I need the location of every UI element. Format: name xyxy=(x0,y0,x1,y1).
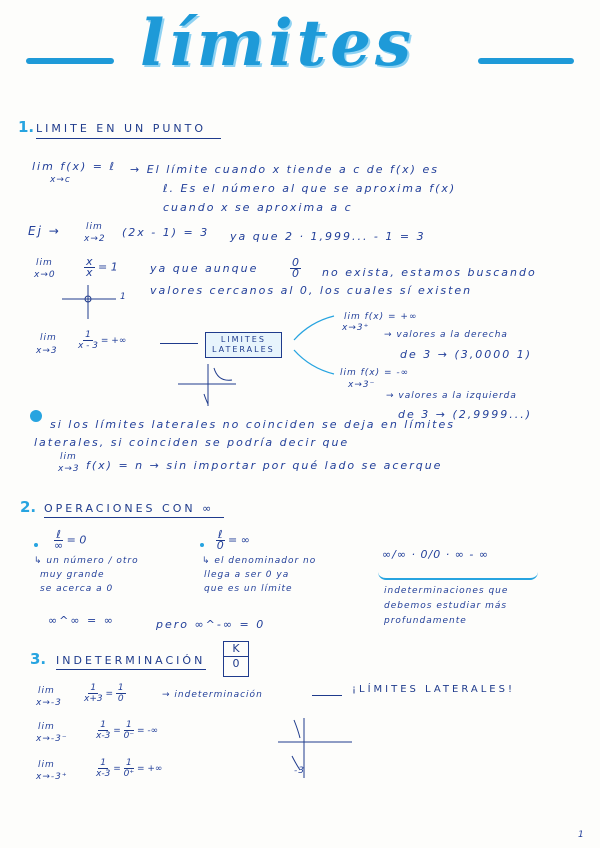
bullet-a-icon xyxy=(34,543,38,547)
section-3-number: 3. xyxy=(30,650,47,668)
op-a-fraction xyxy=(54,530,86,551)
left-limit-sub: x→3⁻ xyxy=(348,380,376,390)
arrow-to-box xyxy=(160,343,198,344)
example2-rest: = 1 xyxy=(98,260,118,274)
op-b-rest: = ∞ xyxy=(228,533,250,547)
right-limit-text-1: → valores a la derecha xyxy=(384,330,508,340)
s3-ex2-den: x-3 xyxy=(96,731,111,741)
example2-fden: 0 xyxy=(292,267,299,280)
s3-ex2-lim: lim xyxy=(38,722,55,732)
s3-ex2-fraction: $\frac{1}{x-3}$ = $\frac{1}{0^-}$ = -∞ xyxy=(96,720,159,741)
example3-den: x - 3 xyxy=(78,341,99,351)
def-line-3: cuando x se aproxima a c xyxy=(163,201,353,214)
s3-ex1-fraction: $\frac{1}{x+3}$ = $\frac{1}{0}$ xyxy=(84,683,124,704)
op-a-den: ∞ xyxy=(54,539,64,552)
example2-text-3: valores cercanos al 0, los cuales sí existen xyxy=(150,284,473,297)
def-line-1: → El límite cuando x tiende a c de f(x) es xyxy=(130,163,439,176)
example2-text-1: ya que aunque xyxy=(150,262,259,275)
example2-lim: lim xyxy=(36,258,53,268)
op-b-text-3: que es un límite xyxy=(204,584,293,594)
power-rule-1: ∞^∞ = ∞ xyxy=(48,614,115,627)
lateral-box-line-2: LATERALES xyxy=(212,345,275,354)
section-2-title: OPERACIONES CON ∞ xyxy=(44,502,215,515)
def-line-2: ℓ. Es el número al que se aproxima f(x) xyxy=(163,182,457,195)
power-rule-2: pero ∞^-∞ = 0 xyxy=(156,618,266,631)
s3-ex2-mid-num: 1 xyxy=(125,720,132,730)
example2-den: x xyxy=(86,266,93,279)
k-box-num: K xyxy=(224,642,248,657)
example-text: ya que 2 · 1,999... - 1 = 3 xyxy=(230,230,426,243)
example3-sub: x→3 xyxy=(36,346,58,356)
example2-fnum: 0 xyxy=(292,256,299,269)
s3-ex3-mid-num: 1 xyxy=(125,758,132,768)
left-limit: lim f(x) = -∞ xyxy=(340,368,410,378)
indeterminations-text-1: indeterminaciones que xyxy=(384,586,509,596)
example-expr: (2x - 1) = 3 xyxy=(122,226,210,239)
axis-sketch-asymptote xyxy=(178,364,248,409)
op-a-text-3: se acerca a 0 xyxy=(40,584,114,594)
k-box-den: 0 xyxy=(232,657,240,670)
s3-ex1-mid-num: 1 xyxy=(117,683,124,693)
indeterminations-brace xyxy=(378,570,538,580)
right-limit: lim f(x) = +∞ xyxy=(344,312,418,322)
s3-axis-sketch xyxy=(270,716,360,780)
title-bar-right xyxy=(478,58,574,64)
axis-sketch-small xyxy=(62,285,132,325)
s3-ex3-lim: lim xyxy=(38,760,55,770)
indeterminations-text-2: debemos estudiar más xyxy=(384,601,508,611)
note-sub: x→3 xyxy=(58,464,80,474)
left-limit-text-2: de 3 → (2,9999...) xyxy=(398,408,533,421)
example2-fraction xyxy=(84,257,118,278)
example3-rest: = +∞ xyxy=(100,336,127,346)
right-limit-text-2: de 3 → (3,0000 1) xyxy=(400,348,533,361)
note-line-2: laterales, si coinciden se podría decir que xyxy=(34,436,350,449)
s3-ex3-den: x-3 xyxy=(96,769,111,779)
s3-ex1-lim: lim xyxy=(38,686,55,696)
section-3-underline xyxy=(56,669,206,670)
page-title: límites xyxy=(140,6,415,81)
s3-ex2-mid-den: 0⁻ xyxy=(123,731,135,741)
section-1-underline xyxy=(36,138,221,139)
note-bullet-icon xyxy=(30,410,42,422)
def-sub: x→c xyxy=(50,175,71,185)
s3-ex2-rest: = -∞ xyxy=(136,726,159,736)
example2-sub: x→0 xyxy=(34,270,56,280)
example3-fraction xyxy=(78,330,126,351)
bullet-b-icon xyxy=(200,543,204,547)
s3-graph-label: -3 xyxy=(294,766,305,776)
s3-arrow xyxy=(312,695,342,696)
s3-ex3-rest: = +∞ xyxy=(136,764,163,774)
title-bar-left xyxy=(26,58,114,64)
section-1-number: 1. xyxy=(18,118,35,136)
example2-num: x xyxy=(86,255,93,268)
example2-text-2: no exista, estamos buscando xyxy=(322,266,537,279)
s3-ex3-fraction: $\frac{1}{x-3}$ = $\frac{1}{0^+}$ = +∞ xyxy=(96,758,163,779)
indeterminations-expr: ∞/∞ · 0/0 · ∞ - ∞ xyxy=(382,548,490,561)
example3-num: 1 xyxy=(85,330,91,340)
s3-ex1-mid-den: 0 xyxy=(117,694,124,704)
section-3-title: INDETERMINACIÓN xyxy=(56,654,206,667)
example-lim: lim xyxy=(86,222,103,232)
right-limit-sub: x→3⁺ xyxy=(342,323,370,333)
op-b-text-1: ↳ el denominador no xyxy=(202,556,317,566)
example-label: Ej → xyxy=(28,224,61,238)
s3-ex1-den: x+3 xyxy=(84,694,103,704)
op-a-text-2: muy grande xyxy=(40,570,105,580)
op-b-den: 0 xyxy=(216,539,224,552)
note-line-3: f(x) = n → sin importar por qué lado se acerque xyxy=(86,459,443,472)
op-b-num: ℓ xyxy=(218,528,223,541)
page-number: 1 xyxy=(578,830,585,840)
section-1-title: LIMITE EN UN PUNTO xyxy=(36,122,207,135)
example-sub: x→2 xyxy=(84,234,106,244)
example3-lim: lim xyxy=(40,333,57,343)
s3-ex1-text: → indeterminación xyxy=(162,690,263,700)
s3-ex1-sub: x→-3 xyxy=(36,698,62,708)
op-b-text-2: llega a ser 0 ya xyxy=(204,570,290,580)
left-limit-text-1: → valores a la izquierda xyxy=(386,391,517,401)
def-expr: lim f(x) = ℓ xyxy=(32,160,117,173)
section-2-underline xyxy=(44,517,224,518)
op-a-text-1: ↳ un número / otro xyxy=(34,556,139,566)
example2-zero-fraction xyxy=(290,258,301,279)
note-line-1: si los límites laterales no coinciden se deja en límites xyxy=(50,418,455,431)
s3-ex1-num: 1 xyxy=(90,683,97,693)
s3-ex3-mid-den: 0⁺ xyxy=(123,769,135,779)
op-a-num: ℓ xyxy=(56,528,61,541)
s3-ex2-sub: x→-3⁻ xyxy=(36,734,68,744)
s3-ex2-num: 1 xyxy=(100,720,107,730)
note-lim: lim xyxy=(60,452,77,462)
s3-ex1-text-2: ¡LÍMITES LATERALES! xyxy=(352,684,515,695)
op-b-fraction xyxy=(216,530,250,551)
axis-small-label: 1 xyxy=(120,292,127,302)
s3-ex3-num: 1 xyxy=(100,758,107,768)
k-over-zero-box xyxy=(223,641,249,677)
lateral-limits-box xyxy=(205,332,282,358)
s3-ex3-sub: x→-3⁺ xyxy=(36,772,68,782)
op-a-rest: = 0 xyxy=(66,533,87,547)
lateral-box-line-1: LIMITES xyxy=(220,335,266,344)
indeterminations-text-3: profundamente xyxy=(384,616,467,626)
section-2-number: 2. xyxy=(20,498,37,516)
